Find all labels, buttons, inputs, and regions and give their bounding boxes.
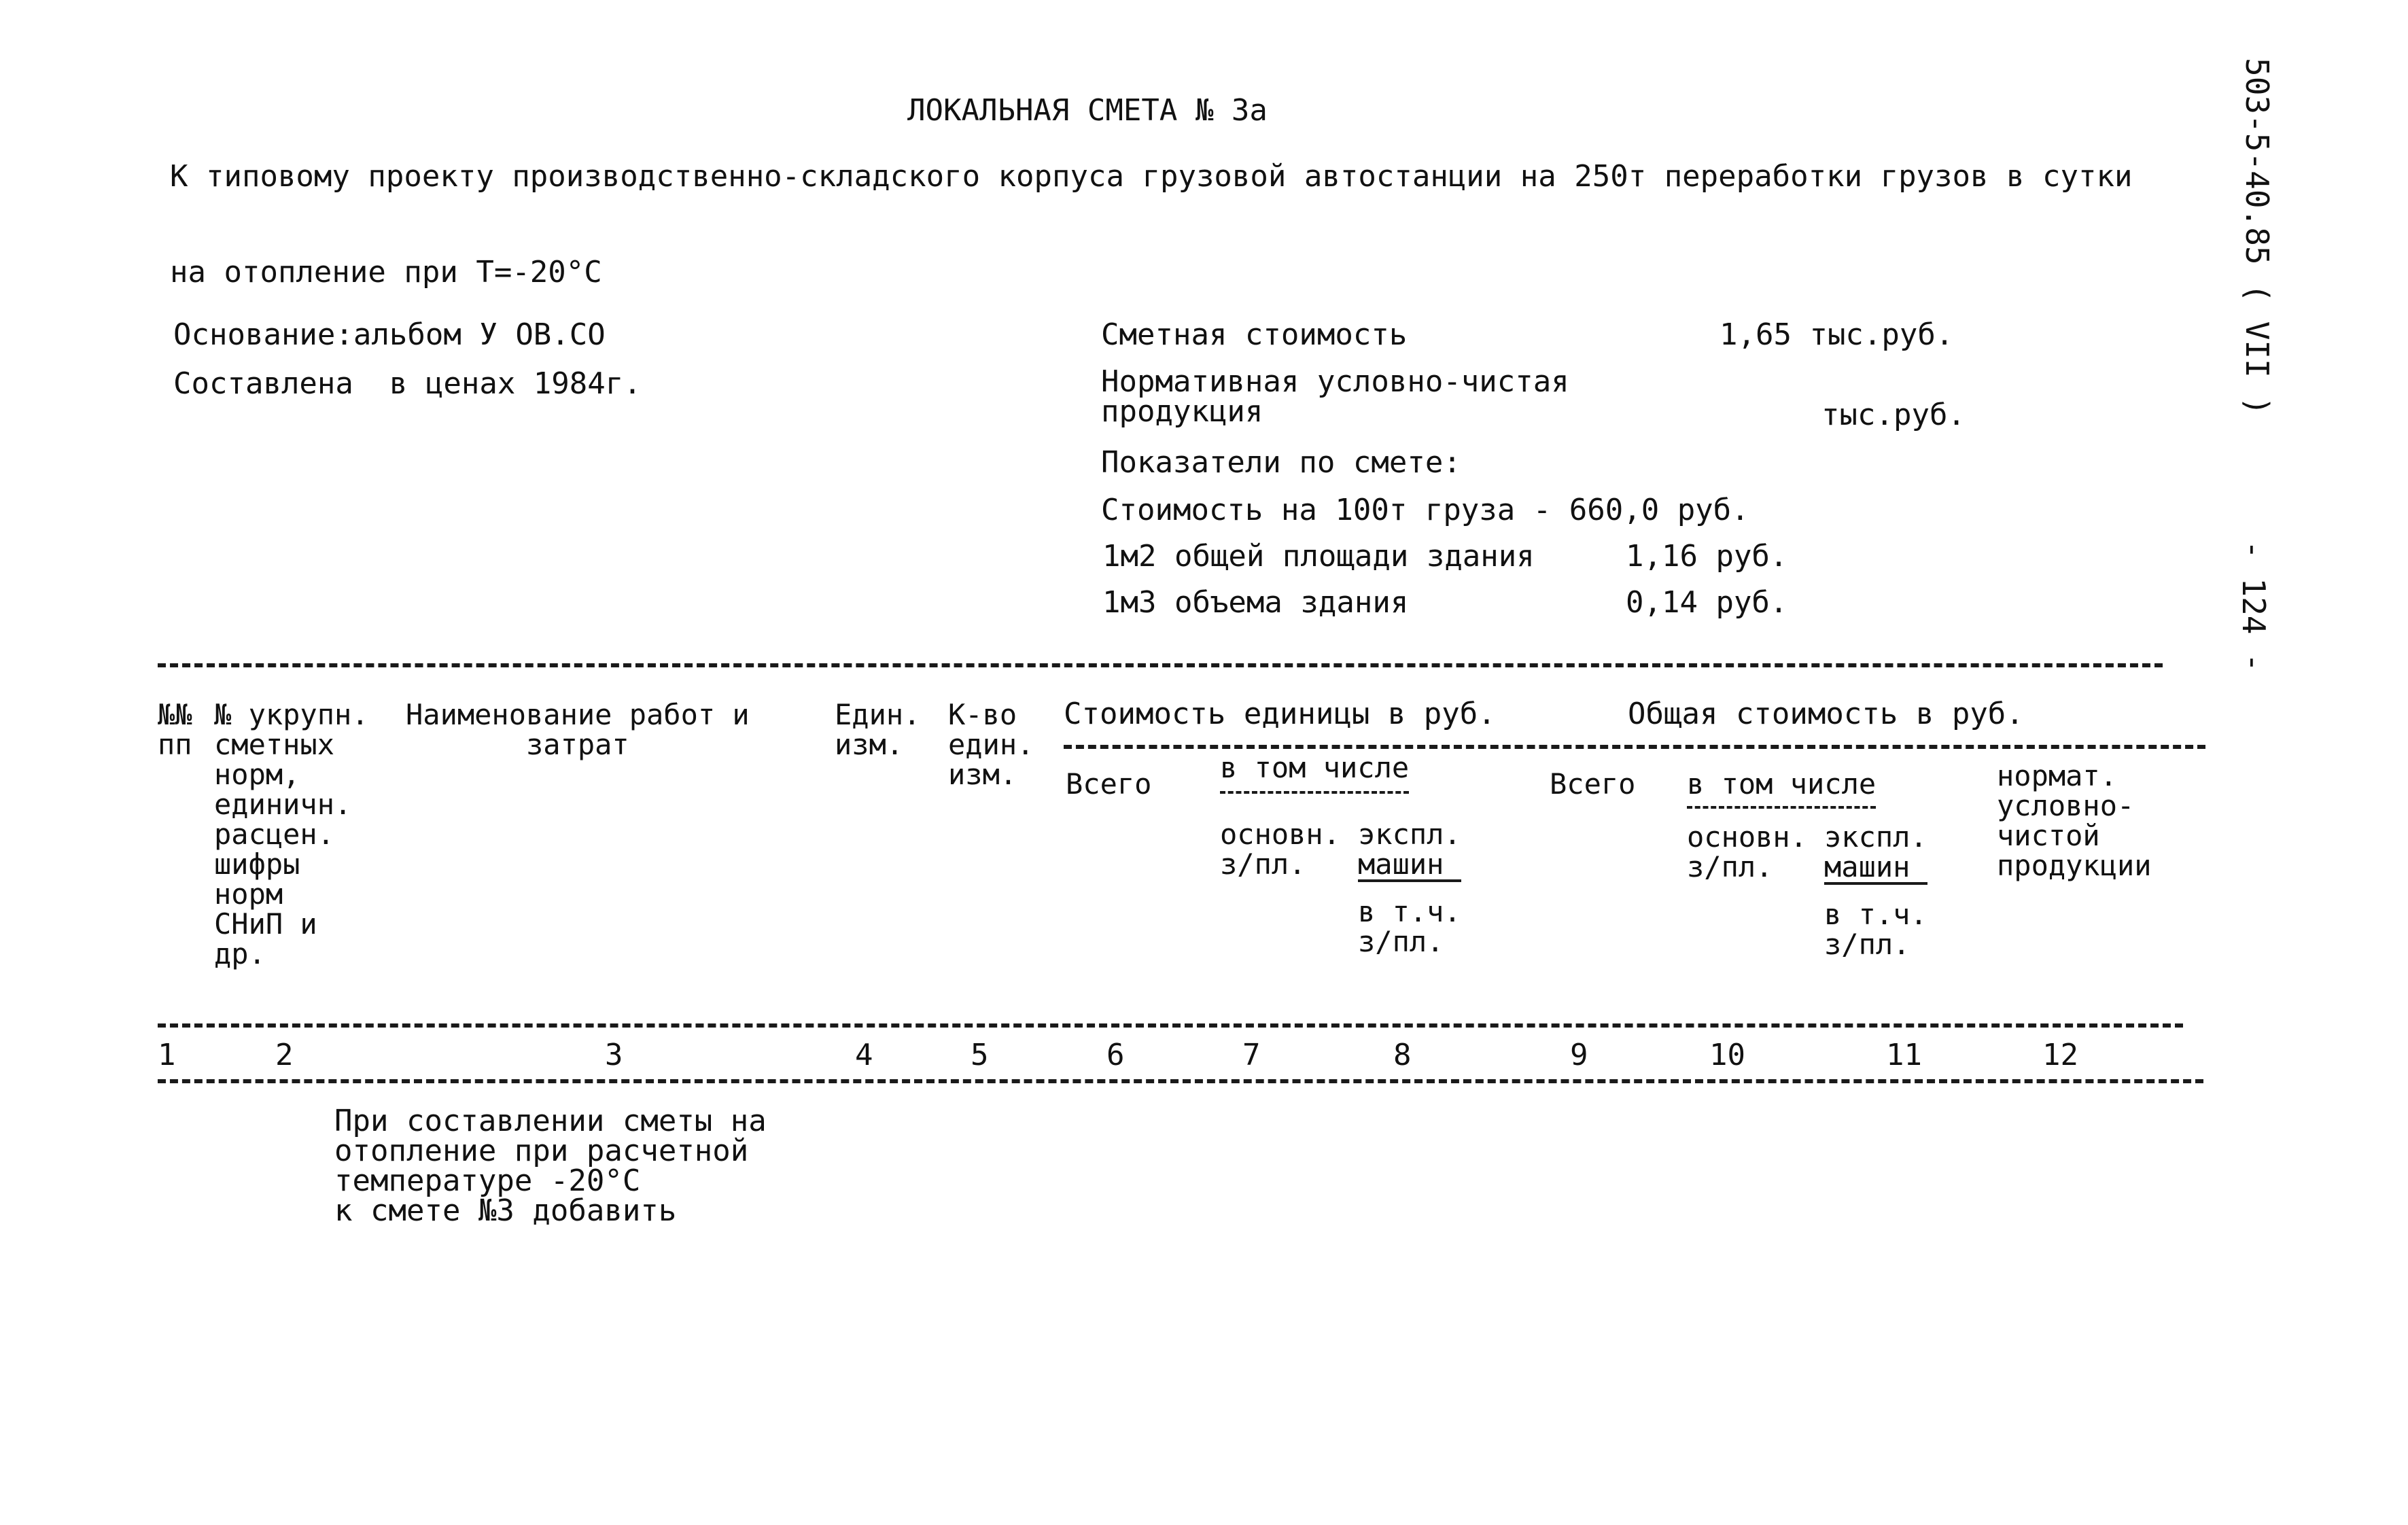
project-description: К типовому проекту производственно-складского корпуса грузовой автостанции на 250т переработки грузов в сутки [170,159,2133,194]
indicators-label: Показатели по смете: [1101,445,1461,480]
header-row-number: №№ пп [158,698,192,761]
header-total-machines: экспл. машин [1824,820,1927,883]
table-top-rule [158,663,2163,667]
column-number-2: 2 [275,1038,294,1072]
header-total-all: Всего [1550,767,1636,801]
column-number-1: 1 [158,1038,176,1072]
cost-per-100t: Стоимость на 100т груза - 660,0 руб. [1101,493,1749,527]
header-norm-code: № укрупн. сметных норм, единичн. расцен. шифры норм СНиП и др. [214,698,369,970]
header-unit-incl: в том числе [1220,753,1409,794]
header-cost-rule [1064,745,2205,749]
margin-project-code: 503-5-40.85 ( VII ) [2239,58,2275,416]
column-number-9: 9 [1570,1038,1588,1072]
margin-page-number: - 124 - [2235,540,2272,672]
document-title: ЛОКАЛЬНАЯ СМЕТА № 3а [907,93,1268,128]
column-number-7: 7 [1242,1038,1261,1072]
column-number-10: 10 [1709,1038,1745,1072]
table-note: При составлении сметы на отопление при расчетной температуре -20°С к смете №3 добавить [334,1104,767,1228]
column-number-4: 4 [855,1038,873,1072]
header-unit-incl-wage: в т.ч. з/пл. [1358,895,1461,958]
column-numbers-top-rule [158,1023,2183,1028]
column-number-5: 5 [971,1038,989,1072]
header-unit: Един. изм. [835,698,921,761]
cost-per-m2-label: 1м2 общей площади здания [1102,539,1535,574]
cost-per-m3-label: 1м3 объема здания [1102,585,1409,620]
header-normative-product: нормат. условно- чистой продукции [1997,759,2152,882]
header-work-name: Наименование работ и затрат [406,698,750,761]
normative-product-value: тыс.руб. [1821,398,1966,432]
header-unit-basic-wage: основн. з/пл. [1220,818,1341,881]
normative-product-label: Нормативная условно-чистая продукция [1101,364,1569,429]
estimate-cost-label: Сметная стоимость [1101,317,1408,352]
basis-line: Основание:альбом У ОВ.СО [173,317,606,352]
column-number-12: 12 [2042,1038,2078,1072]
header-total-cost: Общая стоимость в руб. [1628,697,2024,731]
column-number-11: 11 [1886,1038,1922,1072]
header-quantity: К-во един. изм. [948,698,1034,791]
cost-per-m2-value: 1,16 руб. [1626,539,1788,574]
header-total-incl-wage: в т.ч. з/пл. [1824,898,1927,961]
column-number-8: 8 [1393,1038,1412,1072]
header-total-incl: в том числе [1687,769,1876,809]
header-unit-machines: экспл. машин [1358,818,1461,881]
header-unit-cost: Стоимость единицы в руб. [1064,697,1496,731]
header-total-basic-wage: основн. з/пл. [1687,820,1808,883]
estimate-cost-value: 1,65 тыс.руб. [1720,317,1954,352]
header-unit-total: Всего [1066,767,1152,801]
purpose-line: на отопление при Т=-20°С [170,255,602,290]
column-number-6: 6 [1106,1038,1125,1072]
cost-per-m3-value: 0,14 руб. [1626,585,1788,620]
column-numbers-bottom-rule [158,1079,2203,1083]
prices-line: Составлена в ценах 1984г. [173,366,642,401]
column-number-3: 3 [605,1038,623,1072]
